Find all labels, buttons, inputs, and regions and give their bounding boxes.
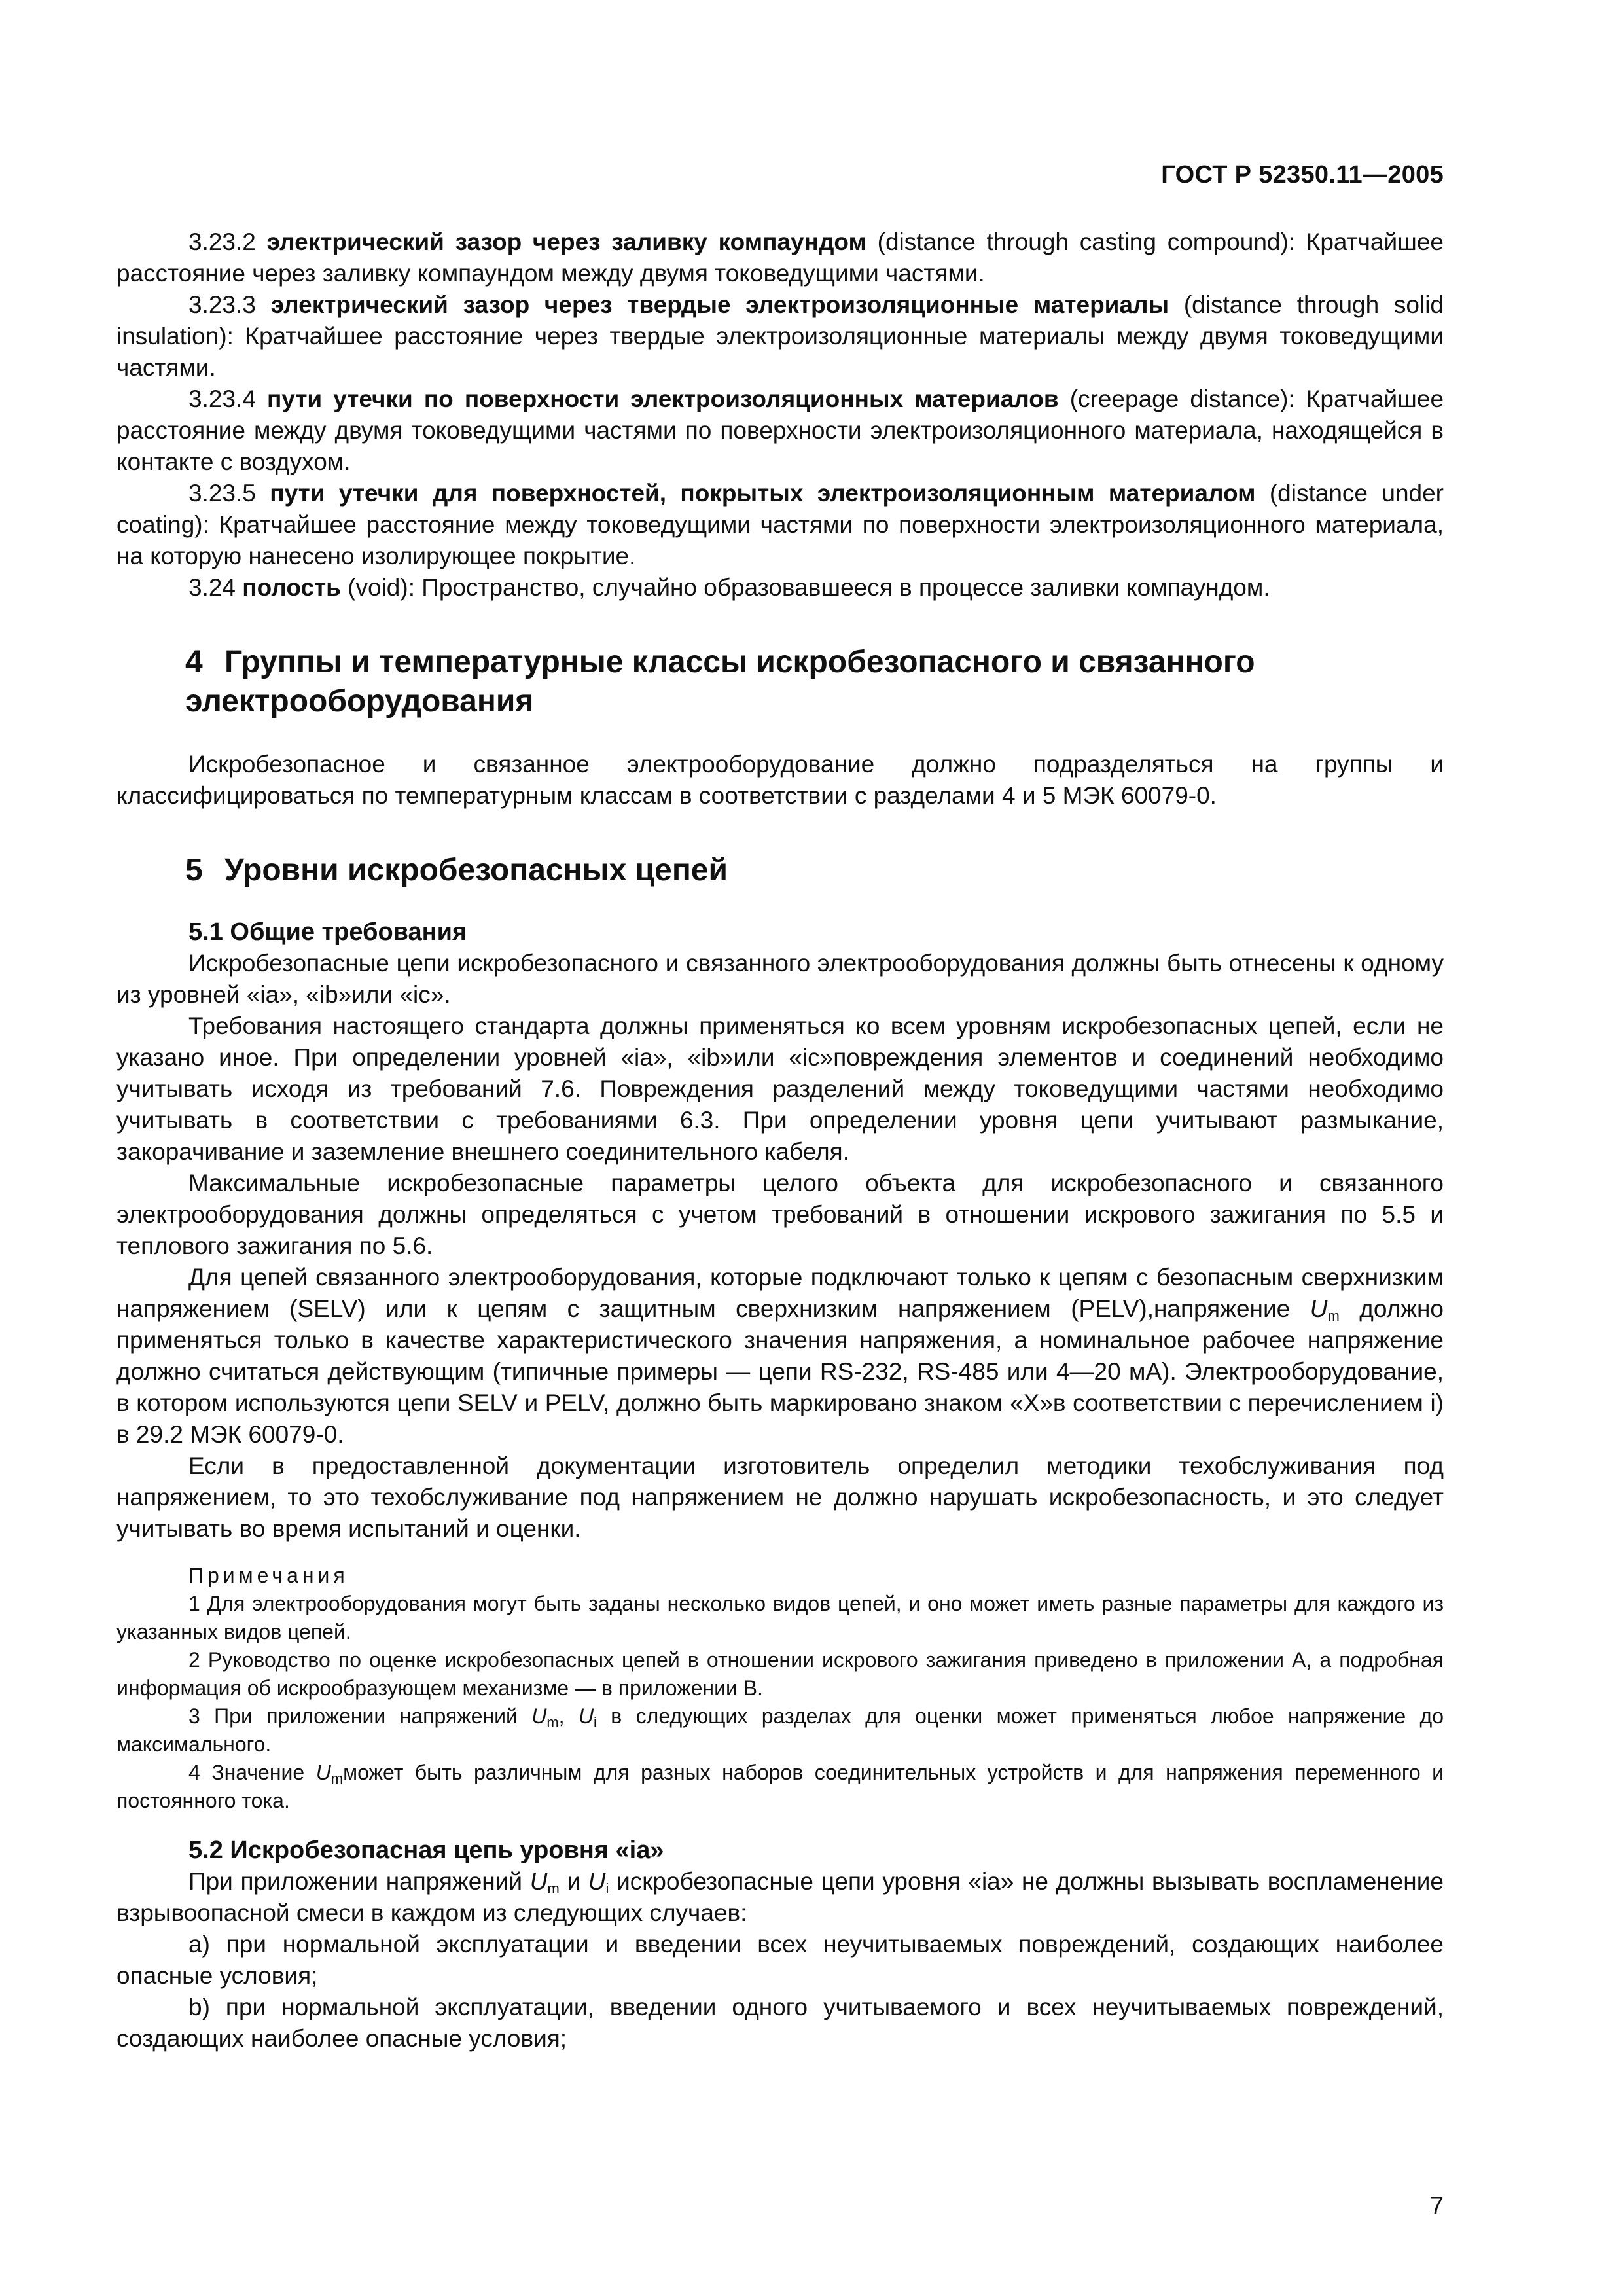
voltage-symbol: U — [578, 1704, 594, 1728]
document-page — [116, 0, 1444, 2296]
subsection-5-1-heading: 5.1 Общие требования — [188, 918, 467, 946]
paragraph: Максимальные искробезопасные параметры целого объекта для искробезопасного и связанного электрооборудования должны определяться с учетом требований в отношении искрового зажигания по 5.5 и теплового зажигания по 5.6. — [116, 1170, 1444, 1259]
definition-3-23-3 — [116, 289, 1444, 384]
definition-term: пути утечки по поверхности электроизоляционных материалов — [266, 386, 1059, 412]
subsection-5-2-heading: 5.2 Искробезопасная цепь уровня «ia» — [188, 1837, 664, 1864]
voltage-subscript: m — [546, 1714, 559, 1731]
notes-block — [116, 1562, 1444, 1815]
section-title-line1: Группы и температурные классы искробезопасного и связанного — [224, 645, 1255, 679]
voltage-subscript: i — [594, 1714, 597, 1731]
voltage-symbol: U — [529, 1868, 548, 1895]
page-content — [116, 226, 1444, 2054]
definition-number: 3.23.2 — [188, 228, 256, 255]
section-title: Уровни искробезопасных цепей — [224, 853, 728, 888]
voltage-subscript: i — [605, 1880, 609, 1897]
note-item: 1 Для электрооборудования могут быть заданы несколько видов цепей, и оно может иметь разные параметры для каждого из указанных видов цепей. — [116, 1592, 1444, 1643]
voltage-symbol: U — [1310, 1295, 1328, 1322]
section-number: 5 — [185, 853, 203, 888]
definition-3-24 — [116, 572, 1444, 603]
definition-number: 3.23.3 — [188, 291, 256, 318]
paragraph: Искробезопасные цепи искробезопасного и связанного электрооборудования должны быть отнесены к одному из уровней «ia», «ib»или «ic». — [116, 950, 1444, 1008]
list-item-b: b) при нормальной эксплуатации, введении одного учитываемого и всех неучитываемых повреждений, создающих наиболее опасные условия; — [116, 1994, 1444, 2052]
section-5-heading — [116, 851, 1444, 890]
voltage-symbol: U — [531, 1704, 547, 1728]
voltage-subscript: m — [330, 1770, 344, 1787]
definition-term: электрический зазор через твердые электроизоляционные материалы — [270, 291, 1169, 318]
voltage-subscript: m — [1327, 1308, 1340, 1324]
section-4-paragraph: Искробезопасное и связанное электрооборудование должно подразделяться на группы и классифицироваться по температурным классам в соответствии с разделами 4 и 5 МЭК 60079-0. — [116, 751, 1444, 809]
list-item-a: a) при нормальной эксплуатации и введении всех неучитываемых повреждений, создающих наиболее опасные условия; — [116, 1931, 1444, 1989]
definition-text: (creepage distance): Кратчайшее расстояние между двумя токоведущими частями по поверхности электроизоляционного материала, находящейся в контакте с воздухом. — [116, 386, 1444, 475]
paragraph: Если в предоставленной документации изготовитель определил методики техобслуживания под напряжением, то это техобслуживание под напряжением не должно нарушать искробезопасность, и это следует учитывать во время испытаний и оценки. — [116, 1452, 1444, 1542]
definition-3-23-2 — [116, 226, 1444, 289]
definition-text: (distance through solid insulation): Кратчайшее расстояние через твердые электроизоляционные материалы между двумя токоведущими частями. — [116, 291, 1444, 381]
definition-number: 3.23.4 — [188, 386, 256, 412]
paragraph: Для цепей связанного электрооборудования, которые подключают только к цепям с безопасным сверхнизким напряжением (SELV) или к цепям с защитным сверхнизким напряжением (PELV),напряжение $U_m$ должно применяться только в качестве характеристического значения напряжения, а номинальное рабочее напряжение должно считаться действующим (типичные примеры — цепи RS-232, RS-485 или 4—20 мА). Электрооборудование, в котором используются цепи SELV и PELV, должно быть маркировано знаком «Х»в соответствии с перечислением i) в 29.2 МЭК 60079-0. — [116, 1264, 1444, 1448]
definition-term: электрический зазор через заливку компаундом — [266, 228, 866, 255]
definition-term: пути утечки для поверхностей, покрытых электроизоляционным материалом — [270, 480, 1256, 507]
definition-text: (distance through casting compound): Кратчайшее расстояние через заливку компаундом между двумя токоведущими частями. — [116, 228, 1444, 287]
definition-text: (void): Пространство, случайно образовавшееся в процессе заливки компаундом. — [340, 574, 1270, 601]
document-code-header: ГОСТ Р 52350.11—2005 — [1161, 161, 1444, 188]
note-item: 4 Значение $U_mможет$ быть различным для разных наборов соединительных устройств и для напряжения переменного и постоянного тока. — [116, 1761, 1444, 1812]
definition-3-23-4 — [116, 384, 1444, 478]
definition-3-23-5 — [116, 478, 1444, 572]
section-title-line2: электрооборудования — [185, 684, 534, 719]
voltage-symbol: U — [588, 1868, 606, 1895]
definition-term: полость — [242, 574, 341, 601]
notes-title: Примечания — [188, 1564, 349, 1587]
definition-number: 3.24 — [188, 574, 236, 601]
section-number: 4 — [185, 645, 203, 679]
note-item: 2 Руководство по оценке искробезопасных цепей в отношении искрового зажигания приведено в приложении А, а подробная информация об искрообразующем механизме — в приложении В. — [116, 1648, 1444, 1700]
voltage-subscript: m — [547, 1880, 560, 1897]
voltage-symbol: U — [315, 1761, 331, 1784]
note-item: 3 При приложении напряжений $U_m$, $U_i$ в следующих разделах для оценки может применяться любое напряжение до максимального. — [116, 1704, 1444, 1756]
paragraph: При приложении напряжений $U_m$ и $U_i$ искробезопасные цепи уровня «ia» не должны вызывать воспламенение взрывоопасной смеси в каждом из следующих случаев: — [116, 1868, 1444, 1926]
paragraph: Требования настоящего стандарта должны применяться ко всем уровням искробезопасных цепей, если не указано иное. При определении уровней «ia», «ib»или «ic»повреждения элементов и соединений необходимо учитывать исходя из требований 7.6. Повреждения разделений между токоведущими частями необходимо учитывать в соответствии с требованиями 6.3. При определении уровня цепи учитывают размыкание, закорачивание и заземление внешнего соединительного кабеля. — [116, 1013, 1444, 1165]
section-4-heading — [116, 643, 1444, 721]
definition-number: 3.23.5 — [188, 480, 256, 507]
page-number: 7 — [1429, 2193, 1444, 2220]
definition-text: (distance under coating): Кратчайшее расстояние между токоведущими частями по поверхности электроизоляционного материала, на которую нанесено изолирующее покрытие. — [116, 480, 1444, 569]
